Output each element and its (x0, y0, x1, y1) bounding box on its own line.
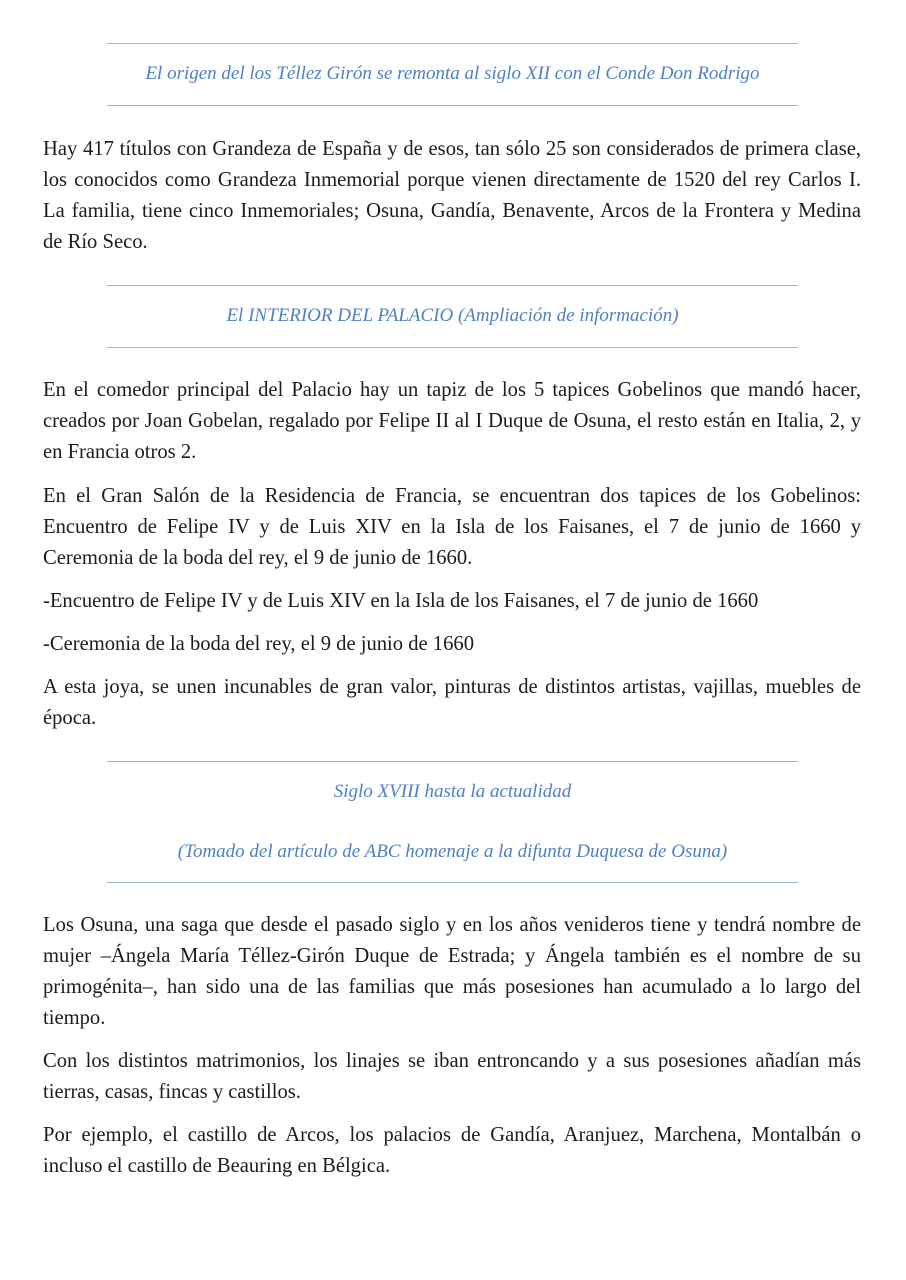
paragraph-gran-salon: En el Gran Salón de la Residencia de Francia, se encuentran dos tapices de los Gobelinos: Encuentro de Felipe IV y de Luis XIV en la Isla de los Faisanes, el 7 de junio de 1660 y Ceremonia de la boda del rey, el 9 de junio de 1660. (43, 485, 861, 569)
rule-top-1 (107, 43, 798, 44)
paragraph-matrimonios: Con los distintos matrimonios, los linajes se iban entroncando y a sus posesiones añadían más tierras, casas, fincas y castillos. (43, 1050, 861, 1103)
rule-bottom-2 (107, 347, 798, 348)
heading-siglo-xviii: Siglo XVIII hasta la actualidad (333, 781, 572, 802)
paragraph-grandeza: Hay 417 títulos con Grandeza de España y de esos, tan sólo 25 son considerados de primera clase, los conocidos como Grandeza Inmemorial porque vienen directamente de 1520 del rey Carlos I. La familia, tiene cinco Inmemoriales; Osuna, Gandía, Benavente, Arcos de la Frontera y Medina de Río Seco. (43, 138, 861, 253)
rule-bottom-1 (107, 105, 798, 106)
list-item-encuentro: -Encuentro de Felipe IV y de Luis XIV en la Isla de los Faisanes, el 7 de junio de 1660 (43, 590, 759, 612)
paragraph-joya: A esta joya, se unen incunables de gran valor, pinturas de distintos artistas, vajillas, muebles de época. (43, 676, 861, 729)
paragraph-osuna-saga: Los Osuna, una saga que desde el pasado siglo y en los años venideros tiene y tendrá nombre de mujer –Ángela María Téllez-Girón Duque de Estrada; y Ángela también es el nombre de su primogénita–, han sido una de las familias que más posesiones han acumulado a lo largo del tiempo. (43, 914, 861, 1029)
paragraph-castillos: Por ejemplo, el castillo de Arcos, los palacios de Gandía, Aranjuez, Marchena, Montalbán o incluso el castillo de Beauring en Bélgica. (43, 1124, 861, 1177)
quote-origin: El origen del los Téllez Girón se remonta al siglo XII con el Conde Don Rodrigo (145, 63, 760, 84)
rule-bottom-3 (107, 882, 798, 883)
rule-top-3 (107, 761, 798, 762)
paragraph-comedor: En el comedor principal del Palacio hay un tapiz de los 5 tapices Gobelinos que mandó hacer, creados por Joan Gobelan, regalado por Felipe II al I Duque de Osuna, el resto están en Italia, 2, y en Francia otros 2. (43, 379, 861, 463)
list-item-ceremonia: -Ceremonia de la boda del rey, el 9 de junio de 1660 (43, 633, 474, 655)
rule-top-2 (107, 285, 798, 286)
heading-interior-palacio: El INTERIOR DEL PALACIO (Ampliación de información) (226, 305, 679, 326)
heading-source-abc: (Tomado del artículo de ABC homenaje a la difunta Duquesa de Osuna) (177, 841, 728, 862)
